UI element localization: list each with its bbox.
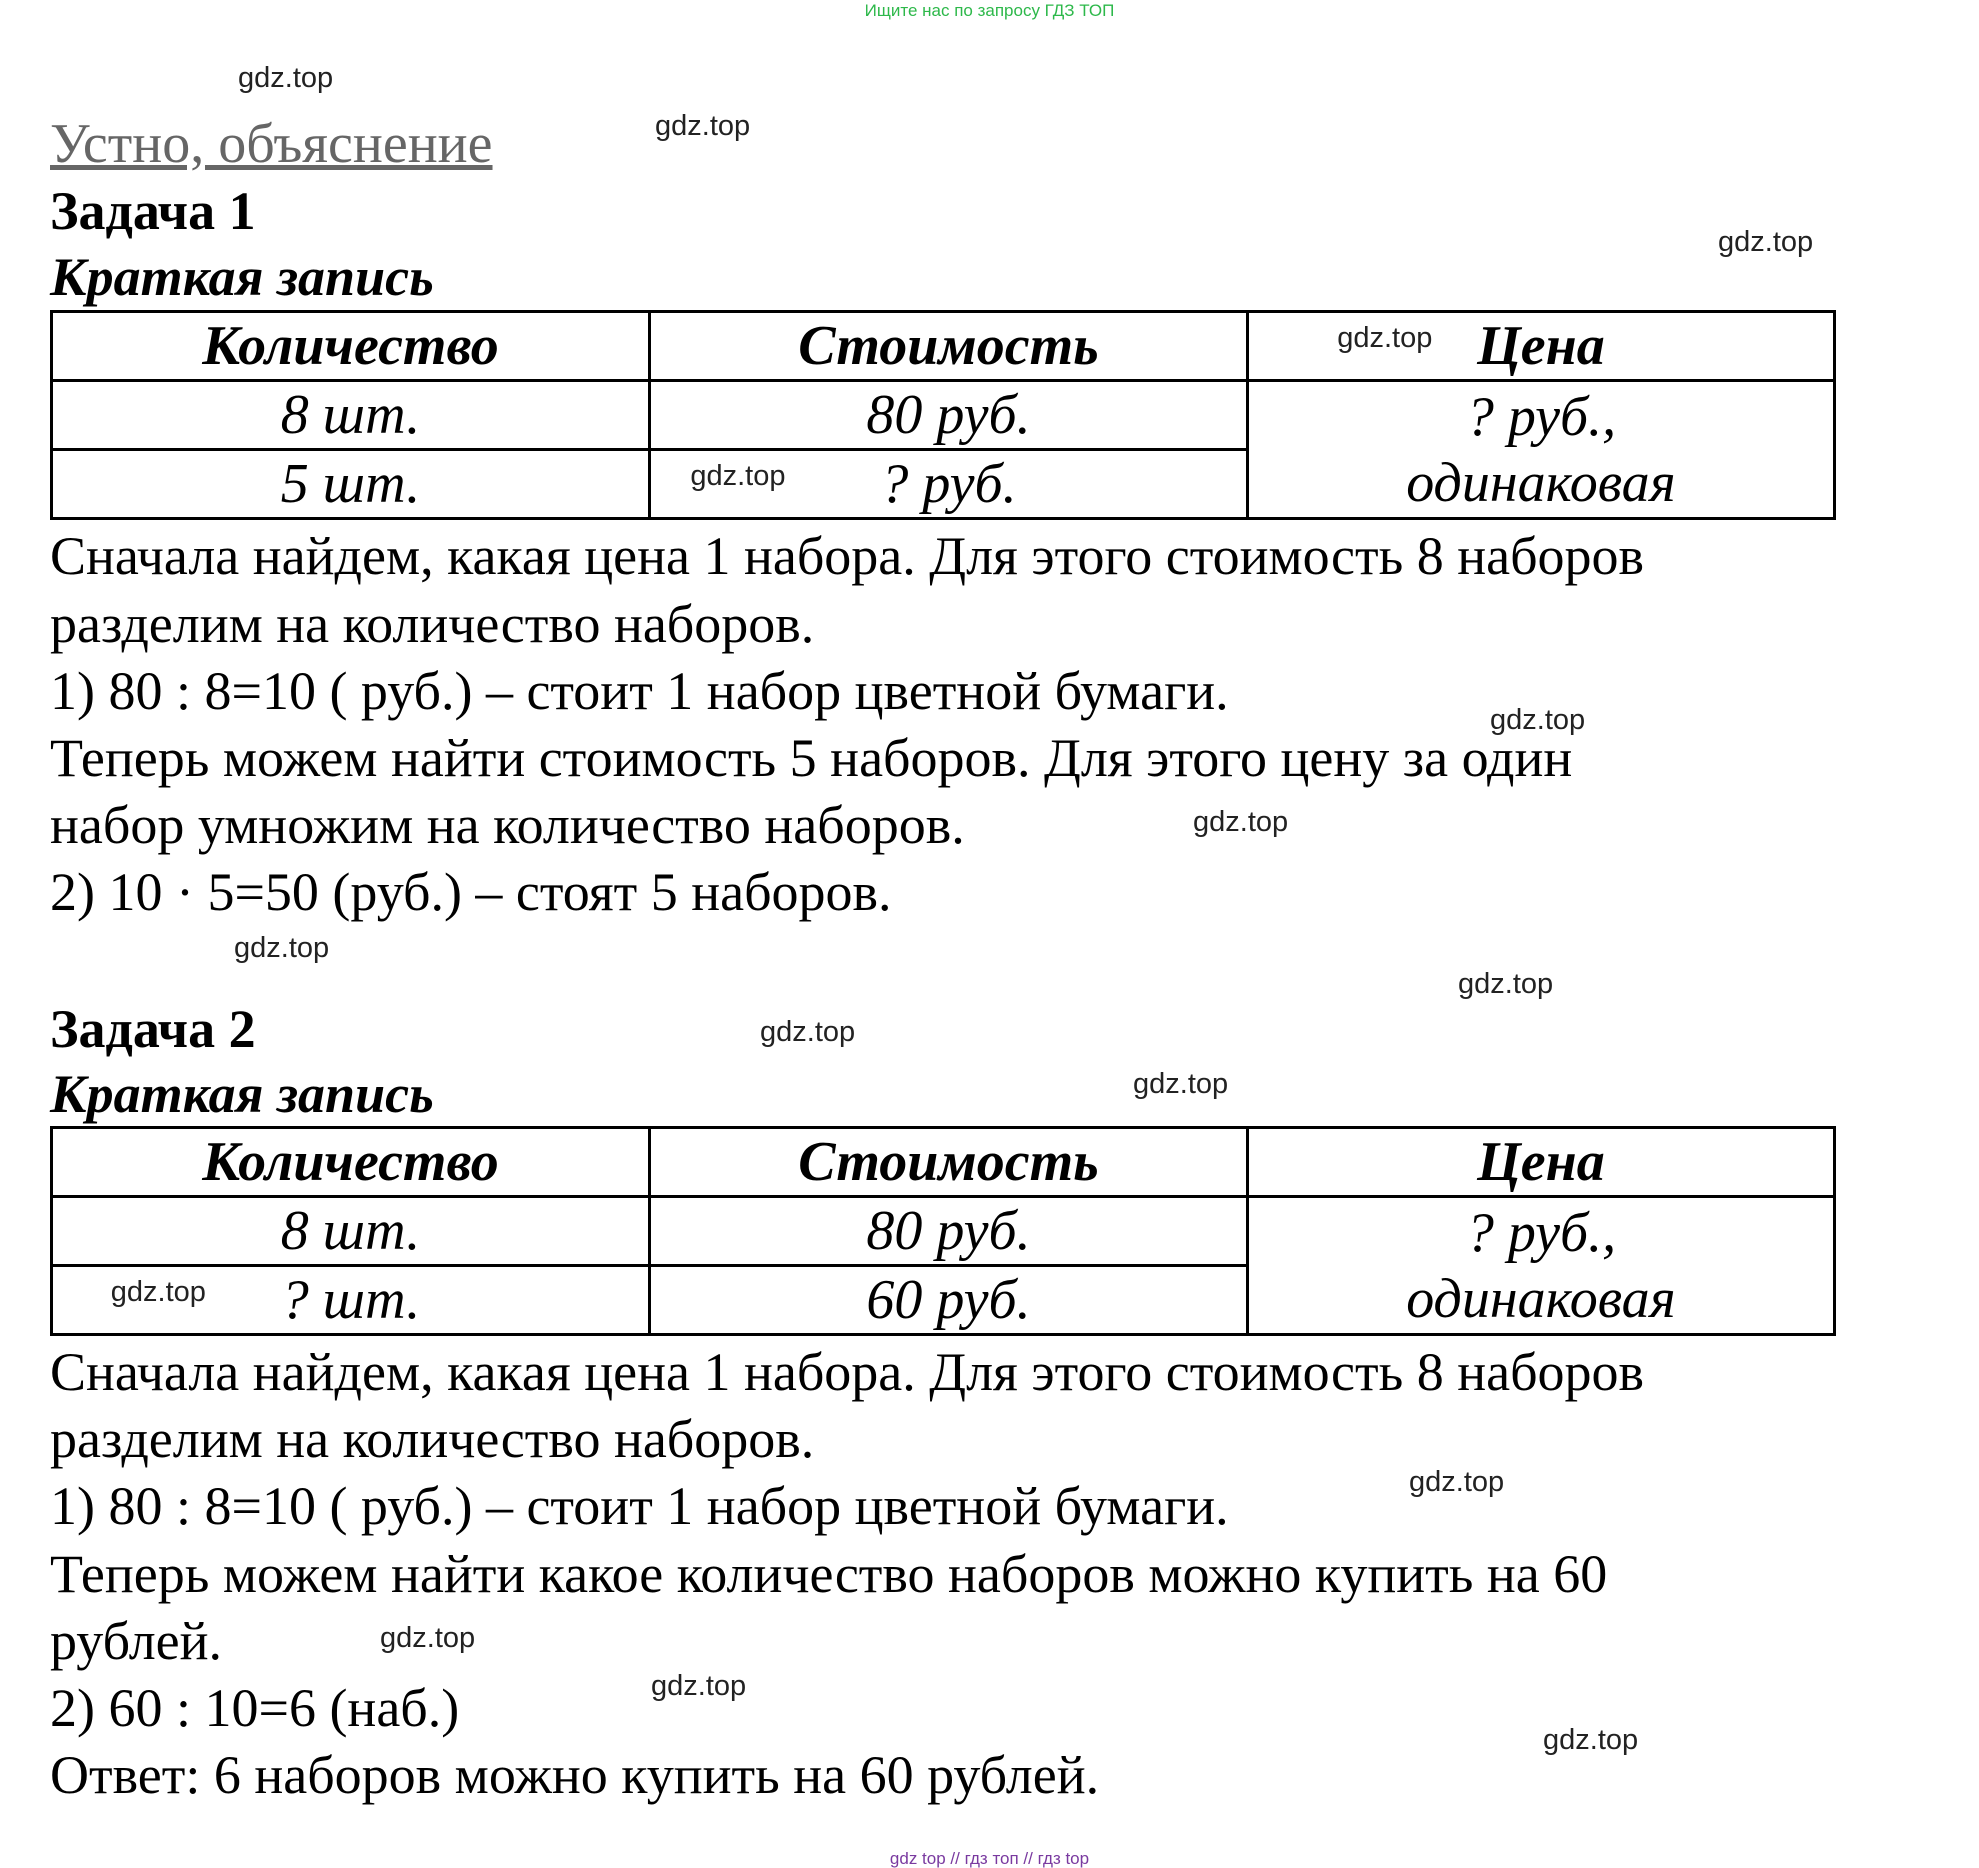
cost-cell: 80 руб.: [650, 1197, 1248, 1266]
section-title: Устно, объяснение: [50, 113, 493, 175]
header-price: Цена: [1248, 1128, 1835, 1197]
header-cost: Стоимость: [650, 312, 1248, 381]
header-quantity: Количество: [52, 312, 650, 381]
watermark: gdz.top: [110, 1276, 206, 1308]
watermark: gdz.top: [1409, 1466, 1505, 1498]
task-1-subtitle: Краткая запись: [50, 247, 434, 307]
header-price-label: Цена: [1477, 315, 1605, 377]
task-1-text-line: 2) 10 · 5=50 (руб.) – стоят 5 наборов.: [50, 862, 892, 922]
watermark: gdz.top: [1337, 322, 1433, 354]
task-2-text-line: 1) 80 : 8=10 ( руб.) – стоит 1 набор цветной бумаги.: [50, 1476, 1229, 1536]
watermark: gdz.top: [1490, 704, 1586, 736]
task-1-text-line: разделим на количество наборов.: [50, 594, 815, 654]
header-price: [1248, 312, 1835, 381]
watermark: gdz.top: [380, 1622, 476, 1654]
bottom-note: gdz top // гдз топ // гдз top: [889, 1849, 1090, 1868]
task-1-text-line: набор умножим на количество наборов.: [50, 795, 965, 855]
task-1-text-line: Сначала найдем, какая цена 1 набора. Для этого стоимость 8 наборов: [50, 526, 1645, 586]
price-cell: [1248, 1197, 1835, 1335]
cost-cell: 60 руб.: [650, 1266, 1248, 1335]
quantity-cell-value: ? шт.: [280, 1269, 421, 1331]
price-line-2: одинаковая: [1406, 1267, 1676, 1330]
task-2-subtitle: Краткая запись: [50, 1064, 434, 1124]
task-1-text-line: Теперь можем найти стоимость 5 наборов. Для этого цену за один: [50, 728, 1573, 788]
table-header-row: [52, 1128, 1835, 1197]
watermark: gdz.top: [655, 110, 751, 142]
table-row: [52, 381, 1835, 450]
watermark: gdz.top: [238, 62, 334, 94]
cost-cell: 80 руб.: [650, 381, 1248, 450]
watermark: gdz.top: [651, 1670, 747, 1702]
task-2-title: Задача 2: [50, 999, 256, 1059]
price-line-2: одинаковая: [1406, 451, 1676, 514]
top-search-note: Ищите нас по запросу ГДЗ ТОП: [864, 1, 1115, 20]
quantity-cell: 5 шт.: [52, 450, 650, 519]
watermark: gdz.top: [690, 460, 786, 492]
quantity-cell: [52, 1266, 650, 1335]
watermark: gdz.top: [1458, 968, 1554, 1000]
price-cell: [1248, 381, 1835, 519]
task-2-text-line: 2) 60 : 10=6 (наб.): [50, 1678, 460, 1738]
cost-cell-value: ? руб.: [880, 453, 1017, 515]
cost-cell: [650, 450, 1248, 519]
task-1-text-line: 1) 80 : 8=10 ( руб.) – стоит 1 набор цветной бумаги.: [50, 661, 1229, 721]
watermark: gdz.top: [760, 1016, 856, 1048]
watermark: gdz.top: [1543, 1724, 1639, 1756]
quantity-cell: 8 шт.: [52, 381, 650, 450]
task-2-table: [50, 1126, 1836, 1336]
task-1-title: Задача 1: [50, 181, 256, 241]
task-2-text-line: рублей.: [50, 1611, 223, 1671]
task-2-text-line: Теперь можем найти какое количество наборов можно купить на 60: [50, 1544, 1608, 1604]
quantity-cell: 8 шт.: [52, 1197, 650, 1266]
task-2-answer-line: Ответ: 6 наборов можно купить на 60 рублей.: [50, 1745, 1100, 1805]
watermark: gdz.top: [1718, 226, 1814, 258]
table-header-row: [52, 312, 1835, 381]
price-line-1: ? руб.,: [1465, 385, 1617, 448]
watermark: gdz.top: [1193, 806, 1289, 838]
header-cost: Стоимость: [650, 1128, 1248, 1197]
price-line-1: ? руб.,: [1465, 1201, 1617, 1264]
header-quantity: Количество: [52, 1128, 650, 1197]
table-row: [52, 1197, 1835, 1266]
task-2-text-line: Сначала найдем, какая цена 1 набора. Для этого стоимость 8 наборов: [50, 1342, 1645, 1402]
task-2-text-line: разделим на количество наборов.: [50, 1409, 815, 1469]
watermark: gdz.top: [1133, 1068, 1229, 1100]
watermark: gdz.top: [234, 932, 330, 964]
task-1-table: [50, 310, 1836, 520]
